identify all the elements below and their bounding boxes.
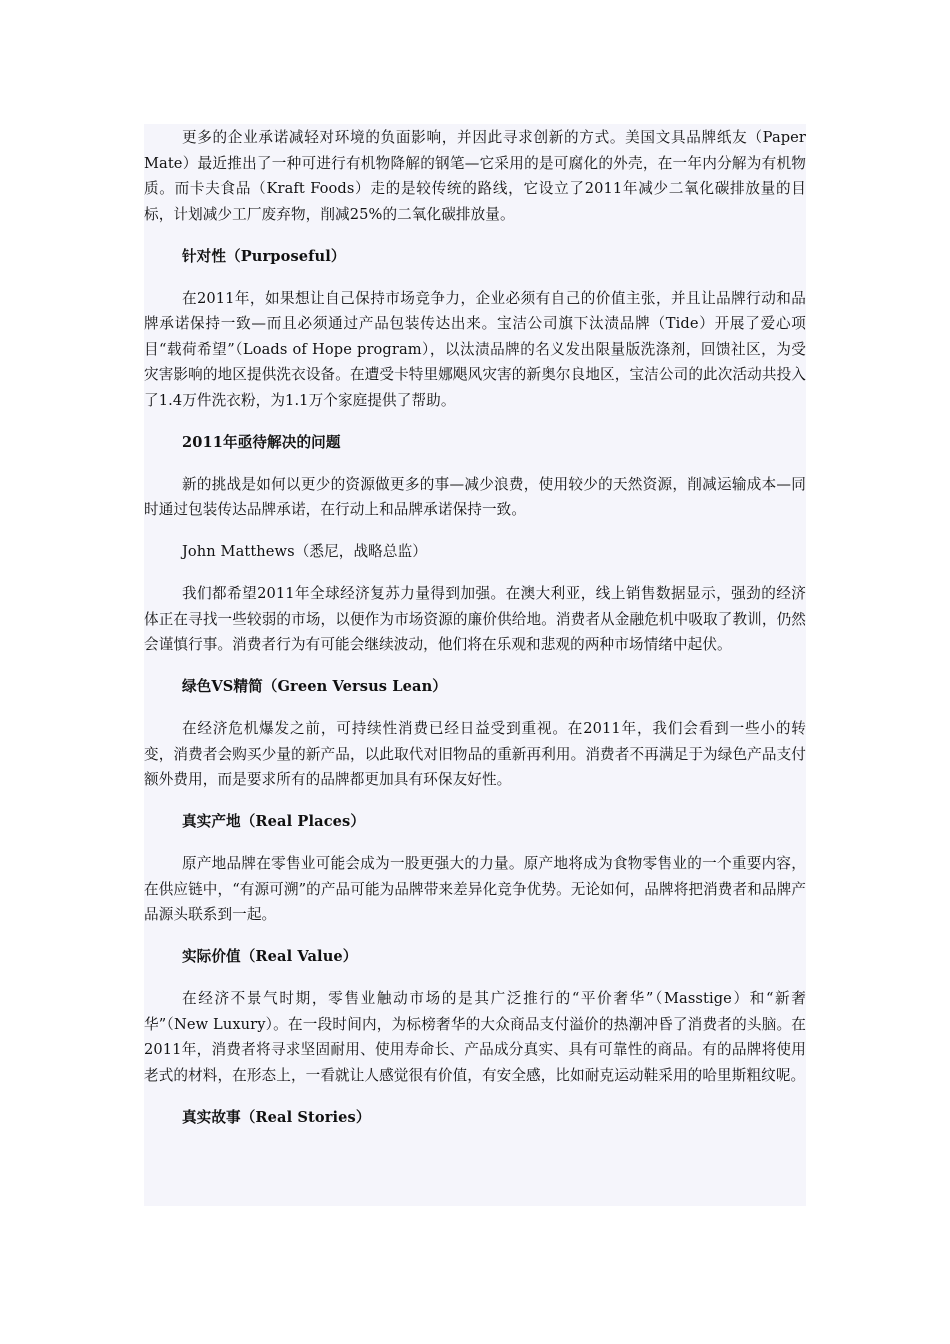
- byline-john-matthews: John Matthews（悉尼，战略总监）: [181, 543, 427, 560]
- heading-real-value: 实际价值（Real Value）: [181, 948, 358, 965]
- article-text: [144, 124, 806, 1130]
- paragraph-real-value: 在经济不景气时期，零售业触动市场的是其广泛推行的“平价奢华”（Masstige）和“新奢华”（New Luxury）。在一段时间内，为标榜奢华的大众商品支付溢价的热潮冲昏了消费者的头脑。在2011年，消费者将寻求坚固耐用、使用寿命长、产品成分真实、具有可靠性的商品。有的品牌将使用老式的材料，在形态上，一看就让人感觉很有价值，有安全感，比如耐克运动鞋采用的哈里斯粗纹呢。: [144, 990, 806, 1084]
- heading-real-stories: 真实故事（Real Stories）: [181, 1108, 371, 1126]
- paragraph-purposeful: 在2011年，如果想让自己保持市场竞争力，企业必须有自己的价值主张，并且让品牌行动和品牌承诺保持一致—而且必须通过产品包装传达出来。宝洁公司旗下汰渍品牌（Tide）开展了爱心项目“载荷希望”（Loads of Hope program），以汰渍品牌的名义发出限量版洗涤剂，回馈社区，为受灾害影响的地区提供洗衣设备。在遭受卡特里娜飓风灾害的新奥尔良地区，宝洁公司的此次活动共投入了1.4万件洗衣粉，为1.1万个家庭提供了帮助。: [144, 289, 806, 409]
- article-body: [144, 124, 806, 1206]
- heading-purposeful: 针对性（Purposeful）: [181, 247, 346, 265]
- paragraph-real-places: 原产地品牌在零售业可能会成为一股更强大的力量。原产地将成为食物零售业的一个重要内容，在供应链中，“有源可溯”的产品可能为品牌带来差异化竞争优势。无论如何，品牌将把消费者和品牌产品源头联系到一起。: [144, 855, 806, 923]
- paragraph-challenge: 新的挑战是如何以更少的资源做更多的事—减少浪费，使用较少的天然资源，削减运输成本—同时通过包装传达品牌承诺，在行动上和品牌承诺保持一致。: [144, 475, 806, 518]
- heading-real-places: 真实产地（Real Places）: [181, 813, 366, 830]
- paragraph-environment: 更多的企业承诺减轻对环境的负面影响，并因此寻求创新的方式。美国文具品牌纸友（Paper Mate）最近推出了一种可进行有机物降解的钢笔—它采用的是可腐化的外壳，在一年内分解为有机物质。而卡夫食品（Kraft Foods）走的是较传统的路线，它设立了2011年减少二氧化碳排放量的目标，计划减少工厂废弃物，削减25%的二氧化碳排放量。: [144, 129, 806, 223]
- heading-green-vs-lean: 绿色VS精简（Green Versus Lean）: [181, 678, 447, 695]
- paragraph-green-vs-lean: 在经济危机爆发之前，可持续性消费已经日益受到重视。在2011年，我们会看到一些小的转变，消费者会购买少量的新产品，以此取代对旧物品的重新再利用。消费者不再满足于为绿色产品支付额外费用，而是要求所有的品牌都更加具有环保友好性。: [144, 720, 806, 788]
- heading-issues-2011: 2011年亟待解决的问题: [181, 433, 341, 451]
- paragraph-economy: 我们都希望2011年全球经济复苏力量得到加强。在澳大利亚，线上销售数据显示，强劲的经济体正在寻找一些较弱的市场，以便作为市场资源的廉价供给地。消费者从金融危机中吸取了教训，仍然会谨慎行事。消费者行为有可能会继续波动，他们将在乐观和悲观的两种市场情绪中起伏。: [144, 585, 806, 653]
